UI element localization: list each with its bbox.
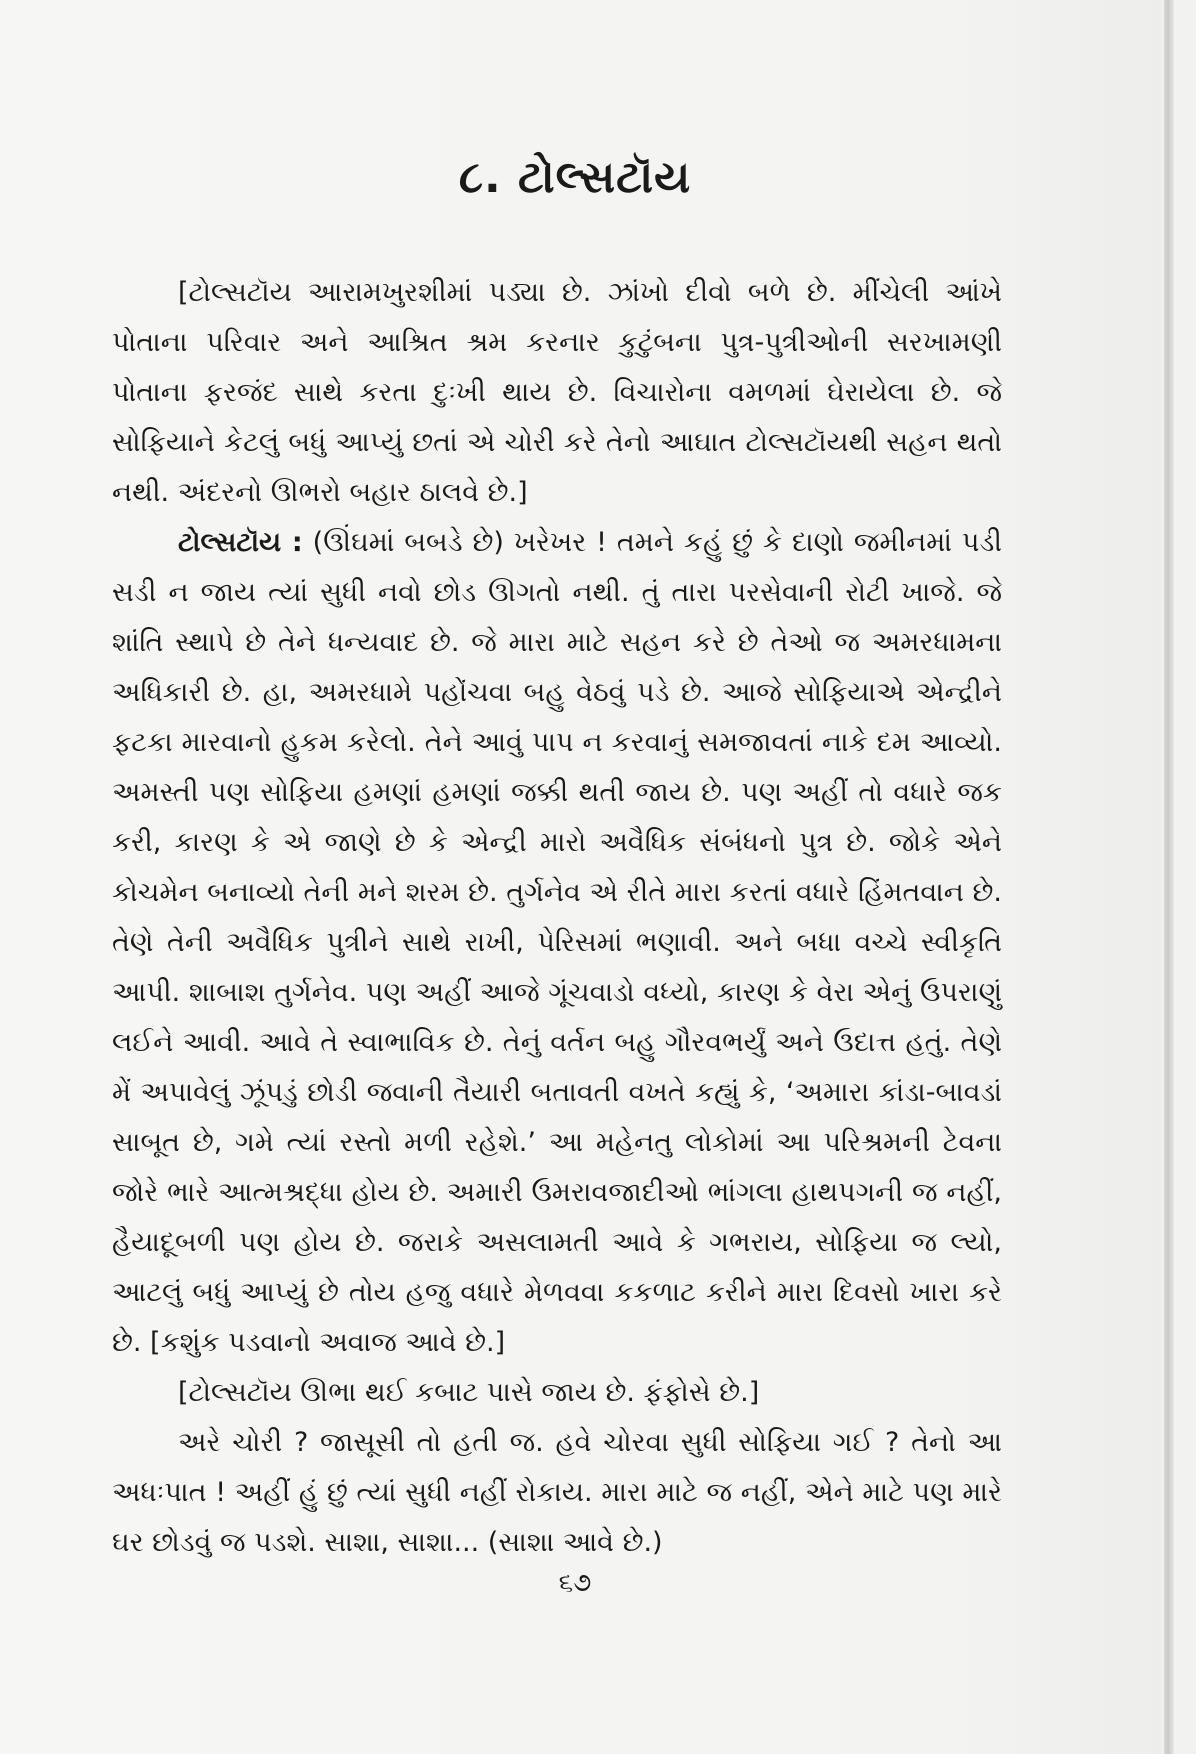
speaker-name: ટોલ્સટૉય :	[178, 527, 303, 558]
stage-direction-paragraph	[112, 1368, 1002, 1418]
dialogue-paragraph	[112, 1418, 1002, 1568]
paragraph-text: [ટોલ્સટૉય ઊભા થઈ કબાટ પાસે જાય છે. ફંફોસે છે.]	[178, 1377, 760, 1408]
paragraph-text: [ટોલ્સટૉય આરામખુરશીમાં પડ્યા છે. ઝાંખો દીવો બળે છે. મીંચેલી આંખે પોતાના પરિવાર અને આશ્રિત શ્રમ કરનાર કુટુંબના પુત્ર-પુત્રીઓની સરખામણી પોતાના ફરજંદ સાથે કરતા દુઃખી થાય છે. વિચારોના વમળમાં ઘેરાયેલા છે. જે સોફિયાને કેટલું બધું આપ્યું છતાં એ ચોરી કરે તેનો આઘાત ટોલ્સટૉયથી સહન થતો નથી. અંદરનો ઊભરો બહાર ઠાલવે છે.]	[112, 277, 1002, 508]
page-body	[112, 268, 1002, 1568]
paragraph-text: અરે ચોરી ? જાસૂસી તો હતી જ. હવે ચોરવા સુધી સોફિયા ગઈ ? તેનો આ અધઃપાત ! અહીં હું છું ત્યાં સુધી નહીં રોકાય. મારા માટે જ નહીં, એને માટે પણ મારે ઘર છોડવું જ પડશે. સાશા, સાશા... (સાશા આવે છે.)	[112, 1427, 1002, 1558]
paragraph-text: (ઊંઘમાં બબડે છે) ખરેખર ! તમને કહું છું કે દાણો જમીનમાં પડી સડી ન જાય ત્યાં સુધી નવો છોડ ઊગતો નથી. તું તારા પરસેવાની રોટી ખાજે. જે શાંતિ સ્થાપે છે તેને ધન્યવાદ છે. જે મારા માટે સહન કરે છે તેઓ જ અમરધામના અધિકારી છે. હા, અમરધામે પહોંચવા બહુ વેઠવું પડે છે. આજે સોફિયાએ એન્દ્રીને ફટકા મારવાનો હુકમ કરેલો. તેને આવું પાપ ન કરવાનું સમજાવતાં નાકે દમ આવ્યો. અમસ્તી પણ સોફિયા હમણાં હમણાં જક્કી થતી જાય છે. પણ અહીં તો વધારે જક કરી, કારણ કે એ જાણે છે કે એન્દ્રી મારો અવૈધિક સંબંધનો પુત્ર છે. જોકે એને કોચમેન બનાવ્યો તેની મને શરમ છે. તુર્ગનેવ એ રીતે મારા કરતાં વધારે હિંમતવાન છે. તેણે તેની અવૈધિક પુત્રીને સાથે રાખી, પેરિસમાં ભણાવી. અને બધા વચ્ચે સ્વીકૃતિ આપી. શાબાશ તુર્ગનેવ. પણ અહીં આજે ગૂંચવાડો વધ્યો, કારણ કે વેરા એનું ઉપરાણું લઈને આવી. આવે તે સ્વાભાવિક છે. તેનું વર્તન બહુ ગૌરવભર્યું અને ઉદાત્ત હતું. તેણે મેં અપાવેલું ઝૂંપડું છોડી જવાની તૈયારી બતાવતી વખતે કહ્યું કે, ‘અમારા કાંડા-બાવડાં સાબૂત છે, ગમે ત્યાં રસ્તો મળી રહેશે.’ આ મહેનતુ લોકોમાં આ પરિશ્રમની ટેવના જોરે ભારે આત્મશ્રદ્ધા હોય છે. અમારી ઉમરાવજાદીઓ ભાંગલા હાથપગની જ નહીં, હૈયાદૂબળી પણ હોય છે. જરાકે અસલામતી આવે કે ગભરાય, સોફિયા જ લ્યો, આટલું બધું આપ્યું છે તોય હજુ વધારે મેળવવા કકળાટ કરીને મારા દિવસો ખારા કરે છે. [કશુંક પડવાનો અવાજ આવે છે.]	[112, 527, 1002, 1358]
page-number: ૬૭	[558, 1568, 592, 1598]
page-gutter-shadow	[1164, 0, 1174, 1754]
stage-direction-paragraph	[112, 268, 1002, 518]
dialogue-paragraph	[112, 518, 1002, 1368]
chapter-title: ૮. ટોલ્સટૉય	[458, 152, 692, 203]
page-edge	[1174, 0, 1196, 1754]
